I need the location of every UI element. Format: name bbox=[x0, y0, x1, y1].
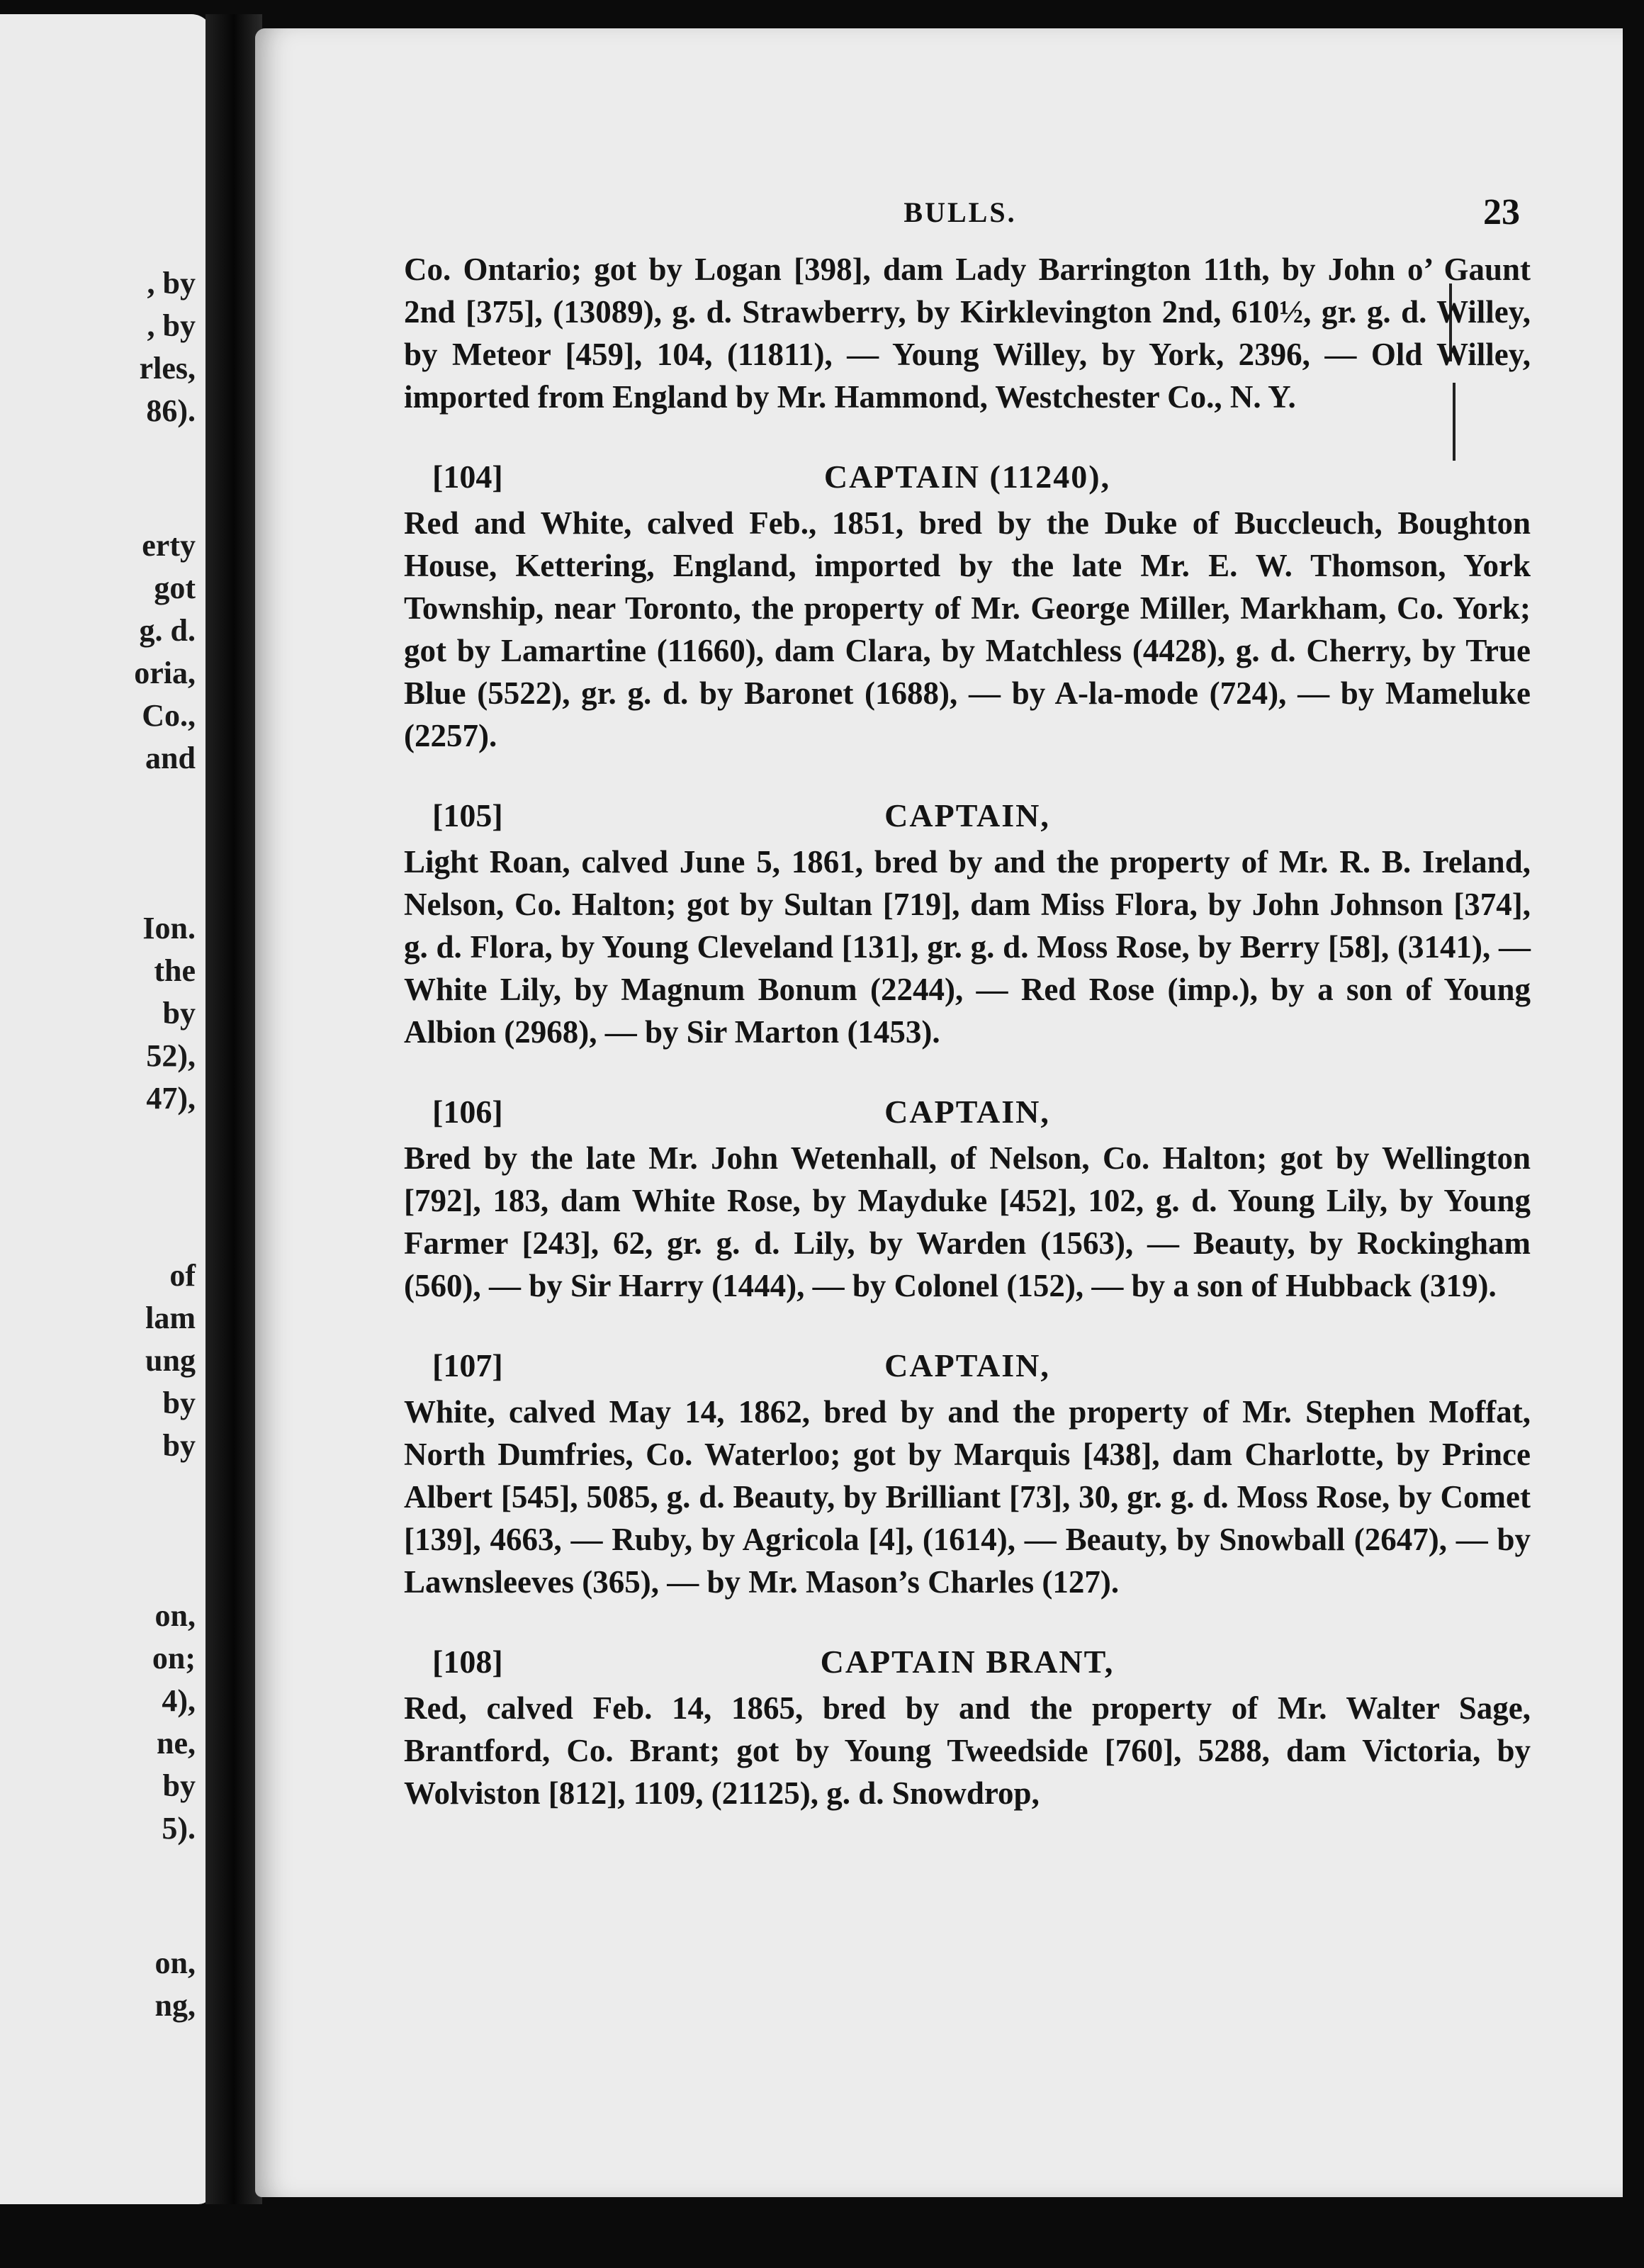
pedigree-entry bbox=[404, 452, 1531, 757]
right-page bbox=[255, 28, 1623, 2197]
entry-heading bbox=[404, 791, 1531, 841]
left-page-fragment: 4), bbox=[162, 1683, 196, 1718]
entry-number: [104] bbox=[432, 459, 503, 495]
left-page-fragment: of bbox=[169, 1258, 196, 1293]
left-page-fragment: erty bbox=[142, 528, 196, 563]
left-page-fragment: 86). bbox=[146, 393, 196, 428]
left-page-fragment: oria, bbox=[134, 656, 196, 690]
left-page-fragment: the bbox=[154, 953, 196, 988]
entry-name: CAPTAIN, bbox=[884, 1347, 1050, 1383]
entry-number: [108] bbox=[432, 1644, 503, 1680]
left-page-fragment: Co., bbox=[142, 698, 196, 733]
intro-paragraph: Co. Ontario; got by Logan [398], dam Lady Barrington 11th, by John o’ Gaunt 2nd [375], (13089), g. d. Strawberry, by Kirklevington 2nd, 610½, gr. g. d. Willey, by Meteor [459], 104, (11811), — Young Willey, by York, 2396, — Old Willey, imported from England by Mr. Hammond, Westchester Co., N. Y. bbox=[404, 252, 1531, 415]
left-page-fragment: and bbox=[145, 741, 196, 775]
pedigree-entry bbox=[404, 1637, 1531, 1814]
left-page-fragment: by bbox=[162, 996, 196, 1031]
entry-heading bbox=[404, 1341, 1531, 1391]
entry-name: CAPTAIN, bbox=[884, 1094, 1050, 1130]
pedigree-entry bbox=[404, 791, 1531, 1053]
left-page-fragment: 47), bbox=[146, 1081, 196, 1116]
left-page-fragment: got bbox=[154, 571, 196, 605]
left-page-fragment: ne, bbox=[157, 1726, 196, 1761]
book-gutter bbox=[206, 14, 262, 2204]
entry-heading bbox=[404, 452, 1531, 502]
left-page-fragment: by bbox=[162, 1428, 196, 1463]
left-page-fragment: by bbox=[162, 1386, 196, 1420]
left-page-fragment: by bbox=[162, 1768, 196, 1803]
left-page-fragment: ung bbox=[145, 1343, 196, 1378]
entry-text: Light Roan, calved June 5, 1861, bred by and the property of Mr. R. B. Ireland, Nelson, Co. Halton; got by Sultan [719], dam Miss Flora, by John Johnson [374], g. d. Flora, by Young Cleveland [131], gr. g. d. Moss Rose, by Berry [58], (3141), — White Lily, by Magnum Bonum (2244), — Red Rose (imp.), by a son of Young Albion (2968), — by Sir Marton (1453). bbox=[404, 844, 1531, 1050]
page-number: 23 bbox=[1483, 192, 1520, 232]
entry-text: White, calved May 14, 1862, bred by and the property of Mr. Stephen Moffat, North Dumfries, Co. Waterloo; got by Marquis [438], dam Charlotte, by Prince Albert [545], 5085, g. d. Beauty, by Brilliant [73], 30, gr. g. d. Moss Rose, by Comet [139], 4663, — Ruby, by Agricola [4], (1614), — Beauty, by Snowball (2647), — by Lawnsleeves (365), — by Mr. Mason’s Charles (127). bbox=[404, 1394, 1531, 1600]
page-content bbox=[404, 248, 1531, 1814]
left-page-fragment: rles, bbox=[139, 351, 196, 386]
left-page-fragment: on; bbox=[152, 1641, 196, 1675]
entry-text: Red and White, calved Feb., 1851, bred by the Duke of Buccleuch, Boughton House, Kettering, England, imported by the late Mr. E. W. Thomson, York Township, near Toronto, the property of Mr. George Miller, Markham, Co. York; got by Lamartine (11660), dam Clara, by Matchless (4428), g. d. Cherry, by True Blue (5522), gr. g. d. by Baronet (1688), — by A-la-mode (724), — by Mameluke (2257). bbox=[404, 505, 1531, 753]
left-page-fragment: Ion. bbox=[142, 911, 196, 945]
entry-text: Red, calved Feb. 14, 1865, bred by and the property of Mr. Walter Sage, Brantford, Co. Brant; got by Young Tweedside [760], 5288, dam Victoria, by Wolviston [812], 1109, (21125), g. d. Snowdrop, bbox=[404, 1690, 1531, 1811]
left-page bbox=[0, 14, 213, 2204]
section-title: BULLS. bbox=[903, 196, 1017, 228]
left-page-fragment: , by bbox=[147, 308, 196, 343]
running-head bbox=[400, 188, 1520, 237]
entry-number: [105] bbox=[432, 797, 503, 833]
left-page-fragment: 5). bbox=[162, 1811, 196, 1846]
left-page-fragment: ng, bbox=[154, 1988, 196, 2023]
entry-name: CAPTAIN (11240), bbox=[823, 459, 1111, 495]
entry-number: [107] bbox=[432, 1347, 503, 1383]
entry-heading bbox=[404, 1087, 1531, 1137]
entry-name: CAPTAIN, bbox=[884, 797, 1050, 833]
pedigree-entry bbox=[404, 1341, 1531, 1603]
pedigree-entry bbox=[404, 1087, 1531, 1307]
left-page-fragment: g. d. bbox=[139, 613, 196, 648]
entry-heading bbox=[404, 1637, 1531, 1687]
left-page-fragment: on, bbox=[154, 1946, 196, 1980]
entry-text: Bred by the late Mr. John Wetenhall, of Nelson, Co. Halton; got by Wellington [792], 183, dam White Rose, by Mayduke [452], 102, g. d. Young Lily, by Young Farmer [243], 62, gr. g. d. Lily, by Warden (1563), — Beauty, by Rockingham (560), — by Sir Harry (1444), — by Colonel (152), — by a son of Hubback (319). bbox=[404, 1140, 1531, 1303]
entry-number: [106] bbox=[432, 1094, 503, 1130]
left-page-fragment: on, bbox=[154, 1598, 196, 1633]
left-page-fragment: lam bbox=[145, 1301, 196, 1335]
left-page-fragment: 52), bbox=[146, 1038, 196, 1073]
left-page-fragment: , by bbox=[147, 266, 196, 301]
entry-name: CAPTAIN BRANT, bbox=[820, 1644, 1115, 1680]
